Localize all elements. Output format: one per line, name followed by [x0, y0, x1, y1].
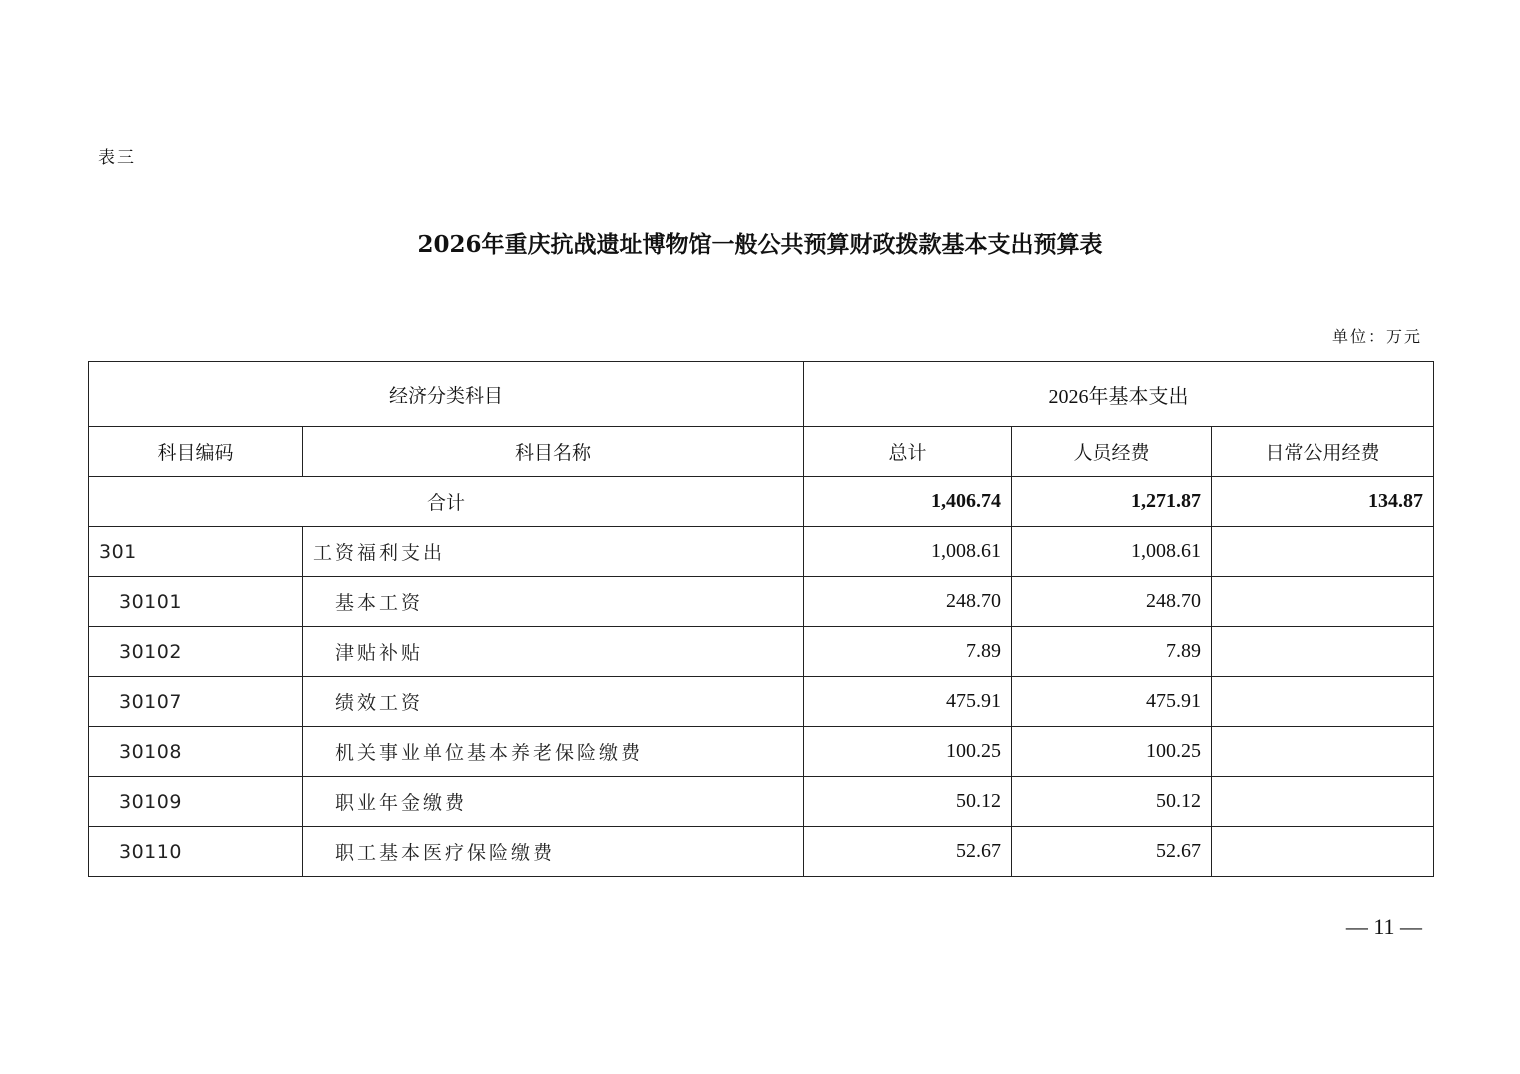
- budget-table: [88, 361, 1434, 877]
- column-header-row: [89, 427, 1434, 477]
- row-personnel: 248.70: [1012, 577, 1212, 627]
- table-tag: 表三: [98, 148, 136, 168]
- econ-class-header: 经济分类科目: [89, 362, 804, 427]
- row-daily-public: [1212, 827, 1434, 877]
- row-personnel: 100.25: [1012, 727, 1212, 777]
- row-daily-public: [1212, 527, 1434, 577]
- row-total: 7.89: [804, 627, 1012, 677]
- column-header-total: 总计: [804, 427, 1012, 477]
- column-header-name: 科目名称: [303, 427, 804, 477]
- row-name: 职工基本医疗保险缴费: [303, 827, 804, 877]
- table-row: [89, 827, 1434, 877]
- row-total: 475.91: [804, 677, 1012, 727]
- total-amount: 1,406.74: [804, 477, 1012, 527]
- group-header-row: [89, 362, 1434, 427]
- total-label: 合计: [89, 477, 804, 527]
- row-code: 30101: [89, 577, 303, 627]
- row-name: 基本工资: [303, 577, 804, 627]
- row-code: 30108: [89, 727, 303, 777]
- row-name: 职业年金缴费: [303, 777, 804, 827]
- row-name: 机关事业单位基本养老保险缴费: [303, 727, 804, 777]
- row-total: 100.25: [804, 727, 1012, 777]
- column-header-code: 科目编码: [89, 427, 303, 477]
- row-total: 50.12: [804, 777, 1012, 827]
- total-row: [89, 477, 1434, 527]
- row-total: 1,008.61: [804, 527, 1012, 577]
- table-row: [89, 677, 1434, 727]
- table-row: [89, 577, 1434, 627]
- row-total: 248.70: [804, 577, 1012, 627]
- row-name: 工资福利支出: [303, 527, 804, 577]
- row-daily-public: [1212, 777, 1434, 827]
- table-row: [89, 777, 1434, 827]
- row-name: 津贴补贴: [303, 627, 804, 677]
- row-code: 30110: [89, 827, 303, 877]
- row-personnel: 1,008.61: [1012, 527, 1212, 577]
- table-row: [89, 627, 1434, 677]
- column-header-daily-public: 日常公用经费: [1212, 427, 1434, 477]
- basic-expenditure-header: 2026年基本支出: [804, 362, 1434, 427]
- row-personnel: 7.89: [1012, 627, 1212, 677]
- total-personnel: 1,271.87: [1012, 477, 1212, 527]
- row-personnel: 50.12: [1012, 777, 1212, 827]
- row-total: 52.67: [804, 827, 1012, 877]
- row-personnel: 52.67: [1012, 827, 1212, 877]
- row-name: 绩效工资: [303, 677, 804, 727]
- row-daily-public: [1212, 627, 1434, 677]
- row-daily-public: [1212, 677, 1434, 727]
- table-row: [89, 527, 1434, 577]
- column-header-personnel: 人员经费: [1012, 427, 1212, 477]
- page-number: — 11 —: [1345, 914, 1422, 939]
- row-daily-public: [1212, 577, 1434, 627]
- unit-label: 单位：万元: [1331, 327, 1422, 346]
- row-daily-public: [1212, 727, 1434, 777]
- total-daily-public: 134.87: [1212, 477, 1434, 527]
- row-personnel: 475.91: [1012, 677, 1212, 727]
- row-code: 301: [89, 527, 303, 577]
- row-code: 30109: [89, 777, 303, 827]
- row-code: 30102: [89, 627, 303, 677]
- page-title: 2026年重庆抗战遗址博物馆一般公共预算财政拨款基本支出预算表: [417, 231, 1103, 258]
- table-row: [89, 727, 1434, 777]
- row-code: 30107: [89, 677, 303, 727]
